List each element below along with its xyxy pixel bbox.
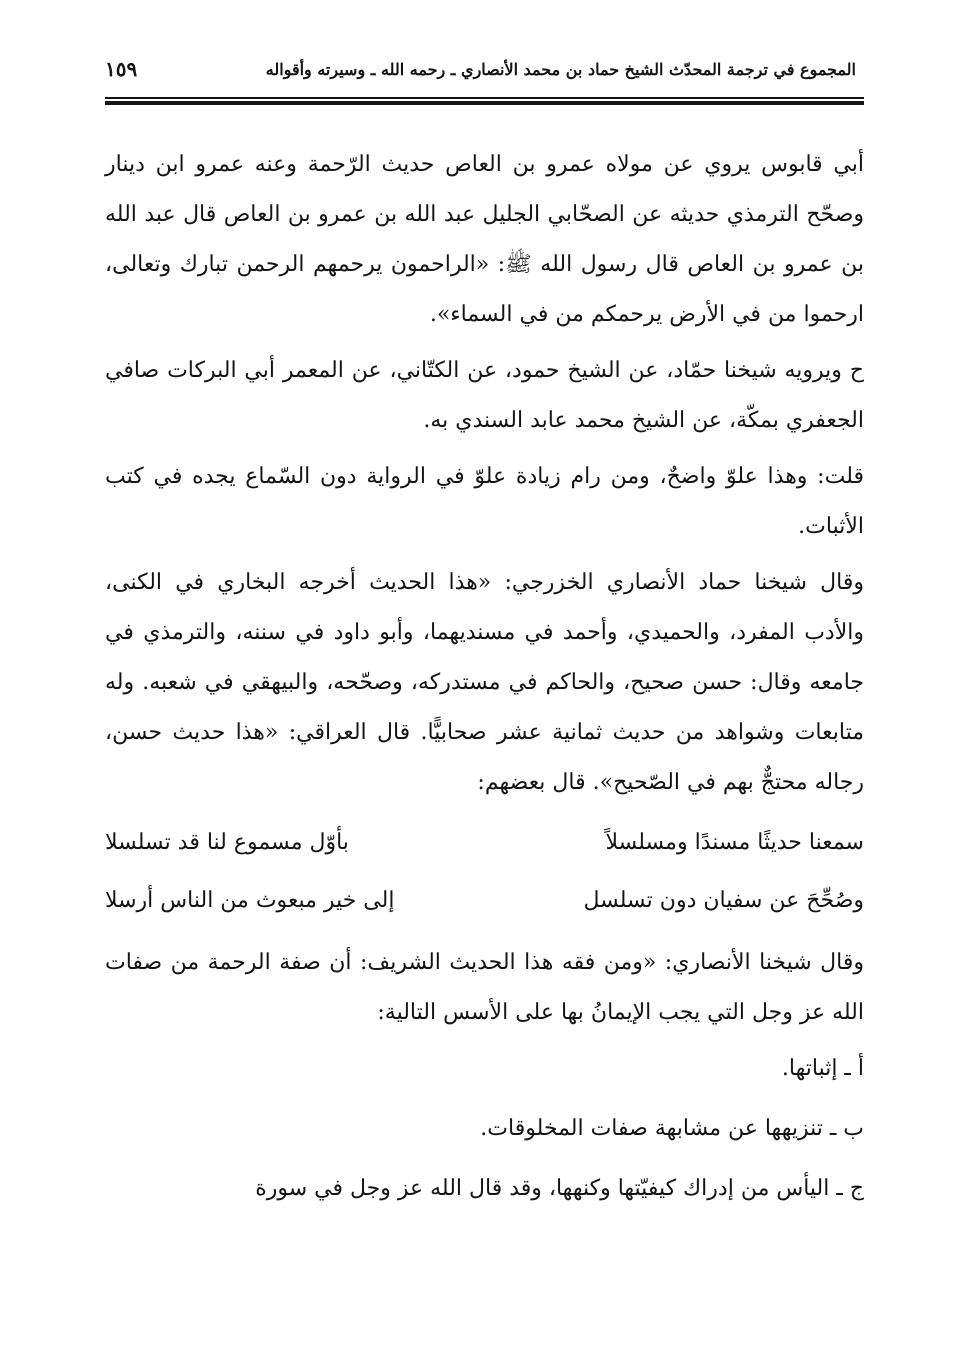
header-rule-thin	[105, 97, 864, 99]
list-item: ب ـ تنزيهها عن مشابهة صفات المخلوقات.	[480, 1116, 864, 1141]
verse-second-hemistich: بأوّل مسموع لنا قد تسلسلا	[105, 830, 349, 855]
header-title: المجموع في ترجمة المحدّث الشيخ حماد بن محمد الأنصاري ـ رحمه الله ـ وسيرته وأقواله	[265, 59, 856, 79]
verse-first-hemistich: سمعنا حديثًا مسندًا ومسلسلاً	[605, 830, 864, 855]
list-item: أ ـ إثباتها.	[781, 1056, 864, 1081]
page-number: ١٥٩	[105, 57, 138, 81]
verse-second-hemistich: إلى خير مبعوث من الناس أرسلا	[105, 888, 395, 913]
running-header	[105, 52, 856, 86]
paragraph-narration-route: ح ويرويه شيخنا حمّاد، عن الشيخ حمود، عن الكتّاني، عن المعمر أبي البركات صافي الجعفري بمكّة، عن الشيخ محمد عابد السندي به.	[105, 358, 864, 433]
poem-verse	[105, 814, 864, 872]
list-item: ج ـ اليأس من إدراك كيفيّتها وكنهها، وقد قال الله عز وجل في سورة	[255, 1176, 864, 1201]
paragraph-remark: قلت: وهذا علوّ واضحٌ، ومن رام زيادة علوّ في الرواية دون السّماع يجده في كتب الأثبات.	[105, 464, 864, 539]
poem-verse	[105, 872, 864, 930]
paragraph-hadith-chain: أبي قابوس يروي عن مولاه عمرو بن العاص حديث الرّحمة وعنه عمرو ابن دينار وصحّح الترمذي حديثه عن الصحّابي الجليل عبد الله بن عمرو بن العاص قال عبد الله بن عمرو بن العاص قال رسول الله ﷺ: «الراحمون يرحمهم الرحمن تبارك وتعالى، ارحموا من في الأرض يرحمكم من في السماء».	[105, 152, 864, 327]
header-rule-thick	[105, 101, 864, 105]
verse-first-hemistich: وصُحِّحَ عن سفيان دون تسلسل	[583, 888, 864, 913]
paragraph-fiqh: وقال شيخنا الأنصاري: «ومن فقه هذا الحديث الشريف: أن صفة الرحمة من صفات الله عز وجل التي يجب الإيمانُ بها على الأسس التالية:	[105, 950, 864, 1025]
header-rule	[105, 97, 864, 106]
body-text	[105, 140, 864, 1224]
paragraph-takhrij: وقال شيخنا حماد الأنصاري الخزرجي: «هذا الحديث أخرجه البخاري في الكنى، والأدب المفرد، والحميدي، وأحمد في مسنديهما، وأبو داود في سننه، والترمذي في جامعه وقال: حسن صحيح، والحاكم في مستدركه، وصحّحه، والبيهقي في شعبه. وله متابعات وشواهد من حديث ثمانية عشر صحابيًّا. قال العراقي: «هذا حديث حسن، رجاله محتجٌّ بهم في الصّحيح». قال بعضهم:	[105, 570, 864, 795]
